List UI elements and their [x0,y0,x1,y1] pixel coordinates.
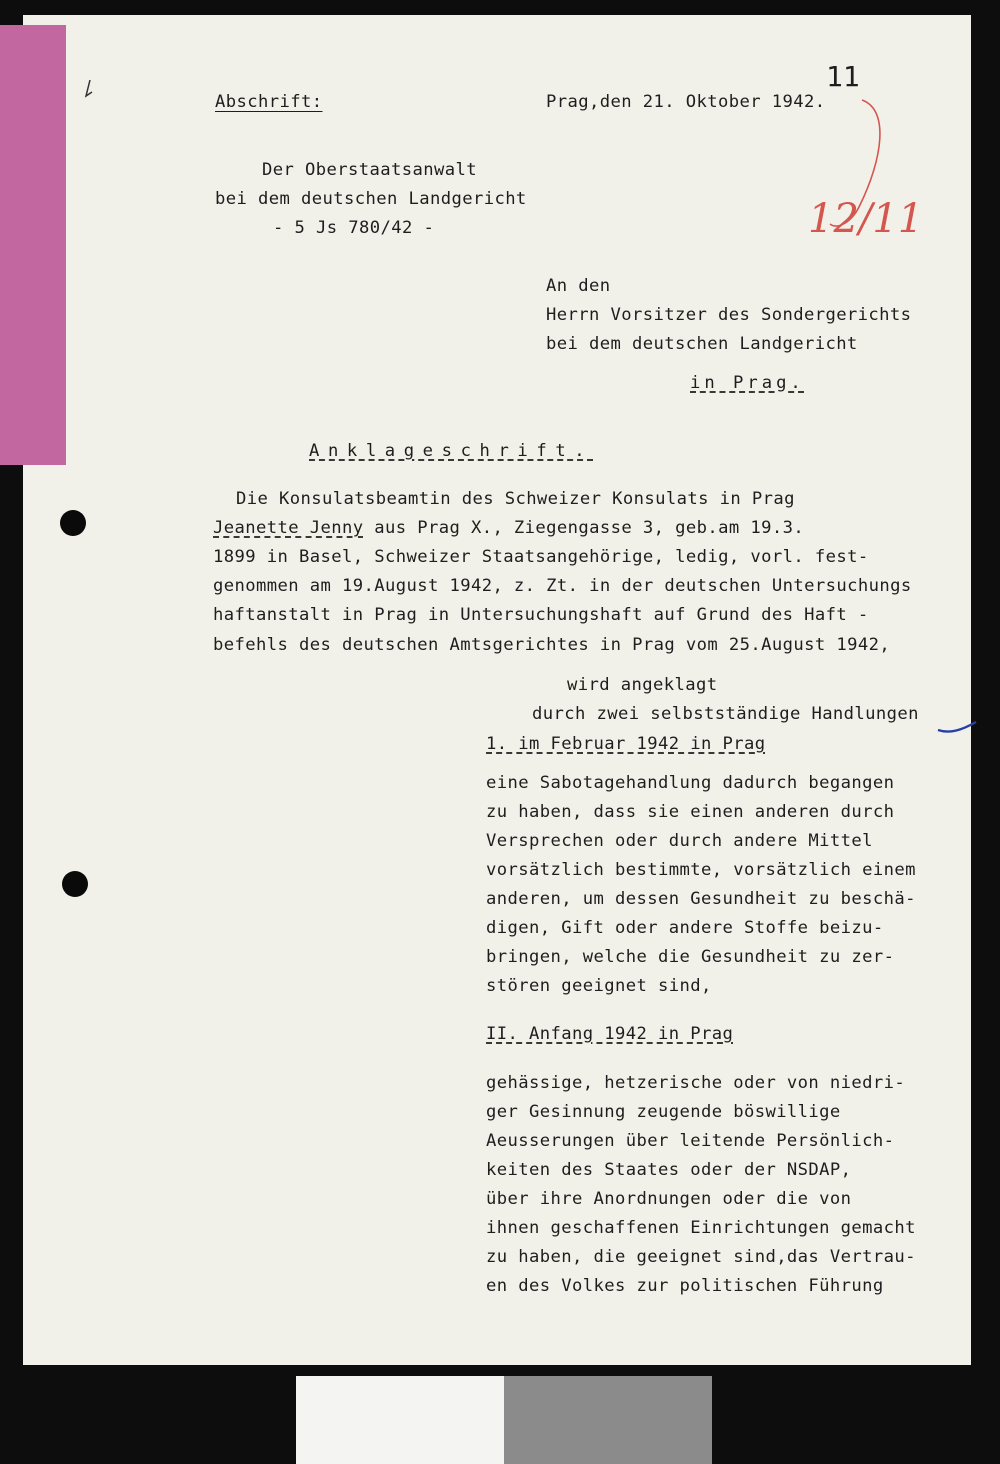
point-2-line: gehässige, hetzerische oder von niedri- [486,1073,906,1093]
recipient-line-3: bei dem deutschen Landgericht [546,334,858,354]
intro-line-1: Die Konsulatsbeamtin des Schweizer Konsulats in Prag [236,489,795,509]
point-2-line: über ihre Anordnungen oder die von [486,1189,852,1209]
point-1-line: bringen, welche die Gesundheit zu zer- [486,947,895,967]
document-date: Prag,den 21. Oktober 1942. [546,92,826,112]
point-2-line: zu haben, die geeignet sind,das Vertrau- [486,1247,916,1267]
charge-line-2: durch zwei selbstständige Handlungen [532,704,919,724]
intro-line-4: genommen am 19.August 1942, z. Zt. in der deutschen Untersuchungs [213,576,912,596]
intro-line-6: befehls des deutschen Amtsgerichtes in Prag vom 25.August 1942, [213,635,891,655]
ink-speck [86,80,92,96]
point-1-line: zu haben, dass sie einen anderen durch [486,802,895,822]
sender-court: bei dem deutschen Landgericht [215,189,527,209]
accused-name: Jeanette Jenny [213,518,364,538]
point-1-line: vorsätzlich bestimmte, vorsätzlich einem [486,860,916,880]
point-2-heading: II. Anfang 1942 in Prag [486,1024,734,1044]
point-2-line: en des Volkes zur politischen Führung [486,1276,884,1296]
intro-line-3: 1899 in Basel, Schweizer Staatsangehörige, ledig, vorl. fest- [213,547,869,567]
point-2-line: Aeusserungen über leitende Persönlich- [486,1131,895,1151]
intro-line-5: haftanstalt in Prag in Untersuchungshaft auf Grund des Haft - [213,605,869,625]
red-handwritten-mark: 12/11 [808,196,924,242]
document-title: Anklageschrift. [309,441,594,461]
charge-line-1: wird angeklagt [567,675,718,695]
point-2-line: keiten des Staates oder der NSDAP, [486,1160,852,1180]
calibration-swatch-gray [504,1376,712,1464]
point-2-line: ihnen geschaffenen Einrichtungen gemacht [486,1218,916,1238]
recipient-city: in Prag. [690,373,805,393]
point-1-line: eine Sabotagehandlung dadurch begangen [486,773,895,793]
sender-title: Der Oberstaatsanwalt [262,160,477,180]
calibration-swatch-white [296,1376,504,1464]
blue-pencil-stroke [938,722,976,732]
point-1-line: digen, Gift oder andere Stoffe beizu- [486,918,884,938]
point-1-line: stören geeignet sind, [486,976,712,996]
page-number: 11 [826,60,860,93]
point-1-line: Versprechen oder durch andere Mittel [486,831,873,851]
recipient-line-2: Herrn Vorsitzer des Sondergerichts [546,305,912,325]
abschrift-label: Abschrift: [215,92,323,112]
intro-line-2: Jeanette Jenny aus Prag X., Ziegengasse 3, geb.am 19.3. [213,518,805,538]
point-1-line: anderen, um dessen Gesundheit zu beschä- [486,889,916,909]
recipient-line-1: An den [546,276,611,296]
reference-number: - 5 Js 780/42 - [273,218,435,238]
point-1-heading: 1. im Februar 1942 in Prag [486,734,766,754]
point-2-line: ger Gesinnung zeugende böswillige [486,1102,841,1122]
